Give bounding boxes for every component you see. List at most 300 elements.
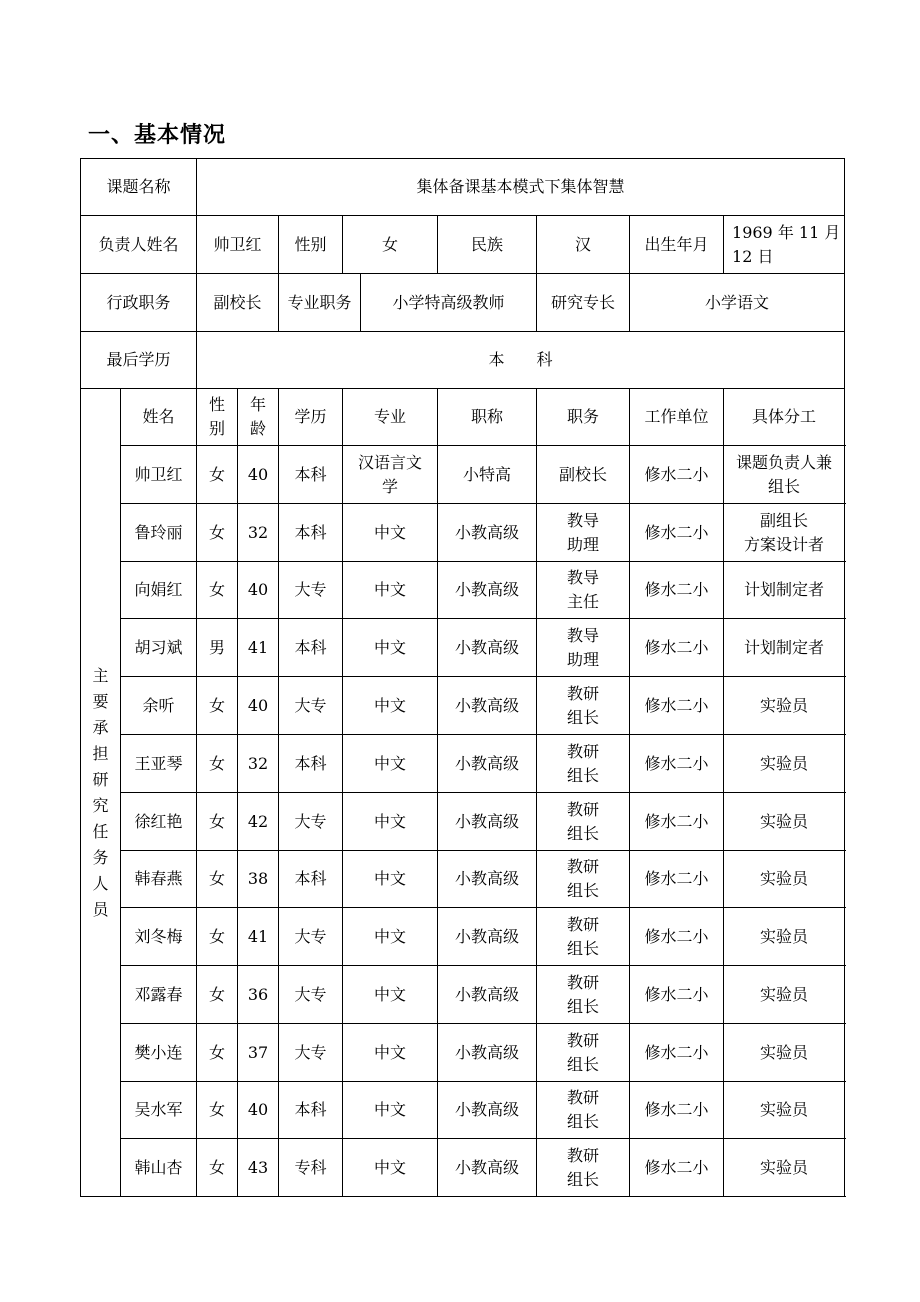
member-duty-line: 实验员 — [760, 1042, 809, 1062]
member-duty-line: 计划制定者 — [744, 637, 825, 657]
member-name — [121, 966, 197, 1024]
member-age — [238, 793, 279, 851]
leader-name-value: 帅卫红 — [197, 216, 279, 274]
members-header-row — [81, 389, 845, 446]
table-row — [81, 851, 845, 908]
member-major-line: 中文 — [374, 1100, 407, 1119]
member-major-line: 中文 — [374, 753, 407, 773]
member-duty-line: 实验员 — [760, 1100, 809, 1119]
member-major — [343, 908, 438, 966]
member-gender — [197, 677, 238, 735]
member-work-unit-line: 修水二小 — [644, 1100, 709, 1119]
header-gender — [197, 389, 238, 446]
admin-position-label: 行政职务 — [81, 274, 197, 332]
birth-label: 出生年月 — [630, 216, 724, 274]
member-work-unit-line: 修水二小 — [644, 580, 709, 599]
member-name — [121, 793, 197, 851]
member-work-unit — [630, 677, 724, 735]
member-title-line: 小特高 — [463, 464, 512, 484]
member-position-line: 教导 — [567, 625, 600, 645]
birth-value: 1969 年 11 月 12 日 — [724, 216, 845, 274]
member-position — [537, 1024, 630, 1082]
member-position-line: 组长 — [567, 1054, 600, 1074]
member-education — [279, 966, 343, 1024]
header-name-line: 姓名 — [142, 407, 175, 426]
member-age — [238, 1139, 279, 1197]
member-position — [537, 908, 630, 966]
member-gender-line: 女 — [209, 753, 226, 773]
header-major-line: 专业 — [374, 407, 407, 426]
member-education-line: 大专 — [294, 926, 327, 946]
member-title-line: 小教高级 — [455, 1157, 520, 1177]
member-education — [279, 562, 343, 619]
member-major — [343, 735, 438, 793]
member-education — [279, 446, 343, 504]
education-value: 本 科 — [197, 332, 845, 389]
member-duty-line: 实验员 — [760, 811, 809, 831]
member-name-line: 邓露春 — [134, 984, 183, 1004]
member-name-line: 韩山杏 — [134, 1157, 183, 1177]
table-row — [81, 446, 845, 504]
member-gender — [197, 446, 238, 504]
leader-row — [81, 216, 845, 274]
member-duty-line: 课题负责人兼 — [736, 452, 833, 472]
leader-name-label: 负责人姓名 — [81, 216, 197, 274]
header-age-line: 龄 — [250, 419, 267, 438]
member-major-line: 中文 — [374, 984, 407, 1004]
member-work-unit — [630, 1082, 724, 1139]
member-major-line: 汉语言文 — [358, 452, 423, 472]
topic-row — [81, 159, 845, 216]
member-gender — [197, 851, 238, 908]
member-major — [343, 966, 438, 1024]
member-position-line: 教研 — [567, 914, 600, 934]
member-education — [279, 1024, 343, 1082]
member-major — [343, 1082, 438, 1139]
member-position-line: 主任 — [567, 592, 600, 611]
header-age-line: 年 — [250, 395, 267, 414]
member-education — [279, 677, 343, 735]
member-age-line: 43 — [247, 1157, 269, 1177]
member-title-line: 小教高级 — [455, 522, 520, 542]
member-position — [537, 619, 630, 677]
topic-name-value: 集体备课基本模式下集体智慧 — [197, 159, 845, 216]
member-name-line: 向娟红 — [134, 580, 183, 599]
member-duty-line: 实验员 — [760, 695, 809, 715]
member-name — [121, 851, 197, 908]
member-work-unit — [630, 1024, 724, 1082]
member-name — [121, 1024, 197, 1082]
member-title-line: 小教高级 — [455, 984, 520, 1004]
member-age — [238, 1024, 279, 1082]
member-age-line: 40 — [247, 464, 269, 484]
header-position — [537, 389, 630, 446]
member-duty-line: 实验员 — [760, 984, 809, 1004]
member-position-line: 教导 — [567, 510, 600, 530]
member-duty-line: 计划制定者 — [744, 580, 825, 599]
members-group-char: 务 — [92, 847, 109, 867]
member-major-line: 中文 — [374, 1042, 407, 1062]
member-position-line: 教研 — [567, 741, 600, 761]
ethnicity-label: 民族 — [438, 216, 537, 274]
table-row — [81, 908, 845, 966]
member-education-line: 大专 — [294, 695, 327, 715]
table-row — [81, 1024, 845, 1082]
member-education-line: 本科 — [294, 522, 327, 542]
table-row — [81, 966, 845, 1024]
member-gender-line: 女 — [209, 1157, 226, 1177]
header-major — [343, 389, 438, 446]
member-work-unit-line: 修水二小 — [644, 811, 709, 831]
member-major — [343, 446, 438, 504]
member-duty-line: 实验员 — [760, 1157, 809, 1177]
member-name — [121, 619, 197, 677]
member-gender-line: 女 — [209, 1100, 226, 1119]
member-name — [121, 735, 197, 793]
table-row — [81, 735, 845, 793]
member-gender-line: 女 — [209, 1042, 226, 1062]
header-work-unit-line: 工作单位 — [644, 407, 709, 426]
member-duty — [724, 908, 845, 966]
member-education-line: 本科 — [294, 753, 327, 773]
member-duty-line: 实验员 — [760, 926, 809, 946]
member-duty — [724, 851, 845, 908]
table-row — [81, 677, 845, 735]
member-work-unit — [630, 793, 724, 851]
header-age — [238, 389, 279, 446]
members-group-char: 任 — [92, 821, 109, 841]
member-gender-line: 女 — [209, 580, 226, 599]
member-position — [537, 1082, 630, 1139]
member-work-unit — [630, 619, 724, 677]
member-work-unit-line: 修水二小 — [644, 695, 709, 715]
member-position — [537, 677, 630, 735]
member-education — [279, 619, 343, 677]
member-name-line: 吴水军 — [134, 1100, 183, 1119]
member-position-line: 教导 — [567, 568, 600, 587]
member-position-line: 教研 — [567, 683, 600, 703]
member-position — [537, 1139, 630, 1197]
member-title — [438, 504, 537, 562]
member-title-line: 小教高级 — [455, 869, 520, 888]
member-position — [537, 851, 630, 908]
member-age — [238, 619, 279, 677]
member-major — [343, 619, 438, 677]
member-education-line: 大专 — [294, 580, 327, 599]
table-row — [81, 619, 845, 677]
member-major — [343, 562, 438, 619]
members-group-char: 要 — [92, 691, 109, 711]
member-education-line: 大专 — [294, 984, 327, 1004]
member-position-line: 组长 — [567, 996, 600, 1016]
member-work-unit-line: 修水二小 — [644, 869, 709, 888]
professional-title-label: 专业职务 — [279, 274, 361, 332]
member-duty — [724, 619, 845, 677]
table-row — [81, 562, 845, 619]
member-duty-line: 方案设计者 — [744, 534, 825, 554]
member-name — [121, 504, 197, 562]
member-title-line: 小教高级 — [455, 1100, 520, 1119]
member-education-line: 专科 — [294, 1157, 327, 1177]
member-duty — [724, 966, 845, 1024]
member-work-unit-line: 修水二小 — [644, 522, 709, 542]
header-work-unit — [630, 389, 724, 446]
member-age — [238, 677, 279, 735]
member-duty — [724, 677, 845, 735]
member-gender — [197, 619, 238, 677]
member-major-line: 中文 — [374, 1157, 407, 1177]
members-group-char: 担 — [92, 743, 109, 763]
position-row — [81, 274, 845, 332]
member-title — [438, 1082, 537, 1139]
member-name — [121, 1139, 197, 1197]
member-gender — [197, 966, 238, 1024]
member-major — [343, 677, 438, 735]
member-position — [537, 446, 630, 504]
member-major — [343, 851, 438, 908]
member-major-line: 中文 — [374, 695, 407, 715]
member-age-line: 32 — [247, 522, 269, 542]
member-position-line: 组长 — [567, 765, 600, 785]
member-name — [121, 677, 197, 735]
member-title-line: 小教高级 — [455, 811, 520, 831]
header-gender-line: 性 — [209, 395, 226, 414]
member-title — [438, 851, 537, 908]
member-position-line: 副校长 — [559, 464, 608, 484]
member-work-unit-line: 修水二小 — [644, 464, 709, 484]
member-gender — [197, 908, 238, 966]
member-title — [438, 446, 537, 504]
member-age — [238, 504, 279, 562]
member-age — [238, 562, 279, 619]
basic-info-table — [80, 158, 845, 1197]
header-gender-line: 别 — [209, 419, 226, 438]
member-education — [279, 504, 343, 562]
member-major — [343, 1139, 438, 1197]
members-group-char: 究 — [92, 795, 109, 815]
gender-value: 女 — [343, 216, 438, 274]
member-age — [238, 446, 279, 504]
member-gender — [197, 504, 238, 562]
member-duty — [724, 793, 845, 851]
member-major-line: 中文 — [374, 926, 407, 946]
member-name — [121, 562, 197, 619]
member-title — [438, 562, 537, 619]
header-education — [279, 389, 343, 446]
header-education-line: 学历 — [294, 407, 327, 426]
member-title-line: 小教高级 — [455, 580, 520, 599]
member-major-line: 中文 — [374, 869, 407, 888]
member-work-unit — [630, 504, 724, 562]
member-gender — [197, 1082, 238, 1139]
member-position — [537, 966, 630, 1024]
member-major-line: 中文 — [374, 637, 407, 657]
member-position-line: 组长 — [567, 938, 600, 958]
member-gender-line: 女 — [209, 869, 226, 888]
member-position — [537, 504, 630, 562]
header-title-line: 职称 — [471, 407, 504, 426]
header-duty — [724, 389, 845, 446]
member-name-line: 胡习斌 — [134, 637, 183, 657]
member-work-unit-line: 修水二小 — [644, 637, 709, 657]
member-position-line: 组长 — [567, 823, 600, 843]
member-duty — [724, 446, 845, 504]
member-position-line: 组长 — [567, 1112, 600, 1131]
member-major-line: 中文 — [374, 580, 407, 599]
member-gender-line: 女 — [209, 464, 226, 484]
member-work-unit — [630, 562, 724, 619]
member-duty — [724, 504, 845, 562]
member-gender — [197, 793, 238, 851]
member-position-line: 教研 — [567, 1088, 600, 1107]
member-education — [279, 735, 343, 793]
member-age — [238, 851, 279, 908]
member-position-line: 教研 — [567, 1030, 600, 1050]
member-age-line: 38 — [247, 869, 269, 888]
member-work-unit-line: 修水二小 — [644, 984, 709, 1004]
member-duty — [724, 735, 845, 793]
gender-label: 性别 — [279, 216, 343, 274]
member-position-line: 教研 — [567, 799, 600, 819]
member-work-unit-line: 修水二小 — [644, 753, 709, 773]
member-title-line: 小教高级 — [455, 1042, 520, 1062]
member-work-unit — [630, 966, 724, 1024]
member-name — [121, 908, 197, 966]
table-row — [81, 793, 845, 851]
members-group-char: 主 — [92, 665, 109, 685]
education-row — [81, 332, 845, 389]
member-education — [279, 851, 343, 908]
member-title — [438, 908, 537, 966]
member-major — [343, 1024, 438, 1082]
member-name-line: 韩春燕 — [134, 869, 183, 888]
member-work-unit — [630, 1139, 724, 1197]
member-duty — [724, 1139, 845, 1197]
member-education-line: 本科 — [294, 464, 327, 484]
member-age-line: 40 — [247, 695, 269, 715]
member-title — [438, 793, 537, 851]
member-name-line: 鲁玲丽 — [134, 522, 183, 542]
member-major-line: 学 — [382, 476, 399, 496]
member-position — [537, 735, 630, 793]
member-duty — [724, 1082, 845, 1139]
member-work-unit-line: 修水二小 — [644, 1042, 709, 1062]
member-age — [238, 908, 279, 966]
member-age-line: 32 — [247, 753, 269, 773]
member-age-line: 41 — [247, 637, 269, 657]
member-name-line: 王亚琴 — [134, 753, 183, 773]
member-work-unit-line: 修水二小 — [644, 1157, 709, 1177]
member-education-line: 本科 — [294, 1100, 327, 1119]
member-position-line: 教研 — [567, 1145, 600, 1165]
members-group-label — [81, 389, 121, 1197]
member-gender-line: 男 — [209, 637, 226, 657]
member-duty-line: 实验员 — [760, 869, 809, 888]
member-education — [279, 1139, 343, 1197]
member-title — [438, 619, 537, 677]
member-title-line: 小教高级 — [455, 753, 520, 773]
member-duty — [724, 1024, 845, 1082]
topic-name-label: 课题名称 — [81, 159, 197, 216]
member-name-line: 徐红艳 — [134, 811, 183, 831]
member-major — [343, 504, 438, 562]
member-duty-line: 副组长 — [760, 510, 809, 530]
member-gender — [197, 735, 238, 793]
member-gender — [197, 1024, 238, 1082]
member-education-line: 本科 — [294, 869, 327, 888]
members-group-char: 承 — [92, 717, 109, 737]
research-specialty-value: 小学语文 — [630, 274, 845, 332]
member-major-line: 中文 — [374, 811, 407, 831]
member-duty-line: 组长 — [768, 476, 801, 496]
member-age — [238, 735, 279, 793]
member-gender-line: 女 — [209, 811, 226, 831]
member-title-line: 小教高级 — [455, 926, 520, 946]
member-age-line: 40 — [247, 580, 269, 599]
research-specialty-label: 研究专长 — [537, 274, 630, 332]
header-title — [438, 389, 537, 446]
header-position-line: 职务 — [567, 407, 600, 426]
member-age-line: 37 — [247, 1042, 269, 1062]
admin-position-value: 副校长 — [197, 274, 279, 332]
header-duty-line: 具体分工 — [752, 407, 817, 426]
member-gender-line: 女 — [209, 926, 226, 946]
member-education — [279, 1082, 343, 1139]
member-work-unit — [630, 446, 724, 504]
member-position-line: 组长 — [567, 881, 600, 900]
member-name — [121, 446, 197, 504]
member-title-line: 小教高级 — [455, 695, 520, 715]
member-position-line: 助理 — [567, 649, 600, 669]
member-education-line: 大专 — [294, 1042, 327, 1062]
member-gender-line: 女 — [209, 695, 226, 715]
member-age-line: 41 — [247, 926, 269, 946]
members-group-char: 研 — [92, 769, 109, 789]
member-title — [438, 966, 537, 1024]
ethnicity-value: 汉 — [537, 216, 630, 274]
member-name-line: 樊小连 — [134, 1042, 183, 1062]
members-group-char: 员 — [92, 899, 109, 919]
member-education — [279, 908, 343, 966]
member-age-line: 36 — [247, 984, 269, 1004]
member-education-line: 大专 — [294, 811, 327, 831]
member-work-unit — [630, 908, 724, 966]
member-work-unit — [630, 851, 724, 908]
member-duty-line: 实验员 — [760, 753, 809, 773]
member-education — [279, 793, 343, 851]
member-position — [537, 562, 630, 619]
member-title — [438, 1139, 537, 1197]
member-gender-line: 女 — [209, 522, 226, 542]
member-education-line: 本科 — [294, 637, 327, 657]
member-position-line: 教研 — [567, 972, 600, 992]
member-age-line: 42 — [247, 811, 269, 831]
member-name-line: 刘冬梅 — [134, 926, 183, 946]
member-age — [238, 966, 279, 1024]
member-position — [537, 793, 630, 851]
member-major-line: 中文 — [374, 522, 407, 542]
members-group-char: 人 — [92, 873, 109, 893]
member-gender-line: 女 — [209, 984, 226, 1004]
member-position-line: 组长 — [567, 1169, 600, 1189]
member-title — [438, 677, 537, 735]
member-age — [238, 1082, 279, 1139]
member-work-unit — [630, 735, 724, 793]
member-age-line: 40 — [247, 1100, 269, 1119]
member-major — [343, 793, 438, 851]
member-gender — [197, 1139, 238, 1197]
section-heading: 一、基本情况 — [88, 123, 227, 148]
